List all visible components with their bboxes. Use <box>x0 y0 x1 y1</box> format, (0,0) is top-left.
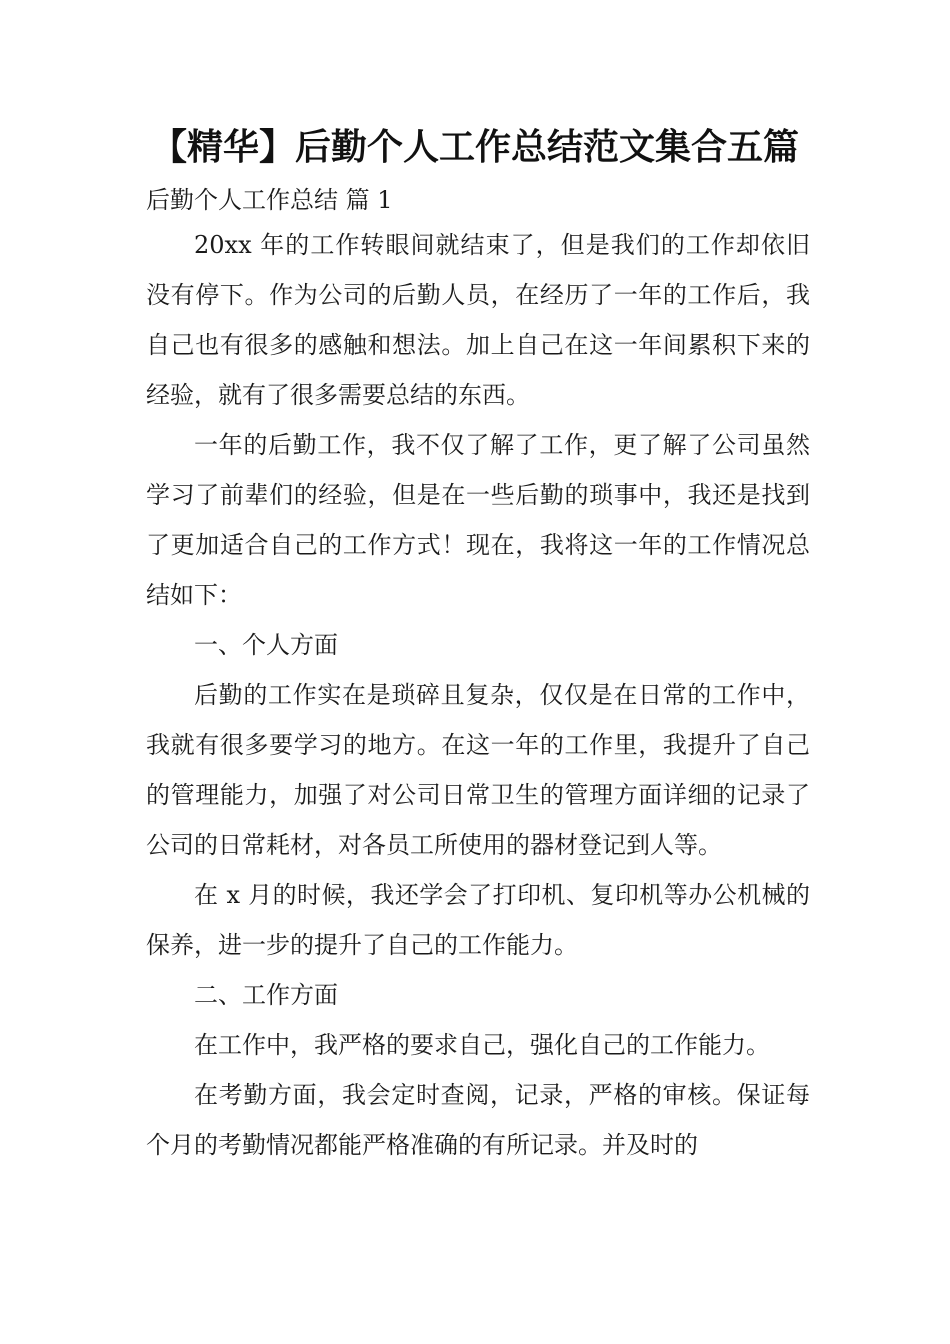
section-heading: 后勤个人工作总结 篇 1 <box>146 186 393 214</box>
section-heading-work: 二、工作方面 <box>194 981 338 1009</box>
document-title: 【精华】后勤个人工作总结范文集合五篇 <box>150 127 799 168</box>
document-body <box>146 180 810 1170</box>
paragraph-5: 在工作中，我严格的要求自己，强化自己的工作能力。 <box>194 1031 770 1059</box>
paragraph-2: 一年的后勤工作，我不仅了解了工作，更了解了公司虽然学习了前辈们的经验，但是在一些后勤的琐事中，我还是找到了更加适合自己的工作方式！现在，我将这一年的工作情况总结如下： <box>146 431 810 609</box>
paragraph-4: 在 x 月的时候，我还学会了打印机、复印机等办公机械的保养，进一步的提升了自己的工作能力。 <box>146 881 810 959</box>
paragraph-3: 后勤的工作实在是琐碎且复杂，仅仅是在日常的工作中，我就有很多要学习的地方。在这一年的工作里，我提升了自己的管理能力，加强了对公司日常卫生的管理方面详细的记录了公司的日常耗材，对各员工所使用的器材登记到人等。 <box>146 681 810 859</box>
paragraph-6: 在考勤方面，我会定时查阅，记录，严格的审核。保证每个月的考勤情况都能严格准确的有所记录。并及时的 <box>146 1081 810 1159</box>
paragraph-1: 20xx 年的工作转眼间就结束了，但是我们的工作却依旧没有停下。作为公司的后勤人员，在经历了一年的工作后，我自己也有很多的感触和想法。加上自己在这一年间累积下来的经验，就有了很多需要总结的东西。 <box>146 231 810 409</box>
section-heading-personal: 一、个人方面 <box>194 631 338 659</box>
